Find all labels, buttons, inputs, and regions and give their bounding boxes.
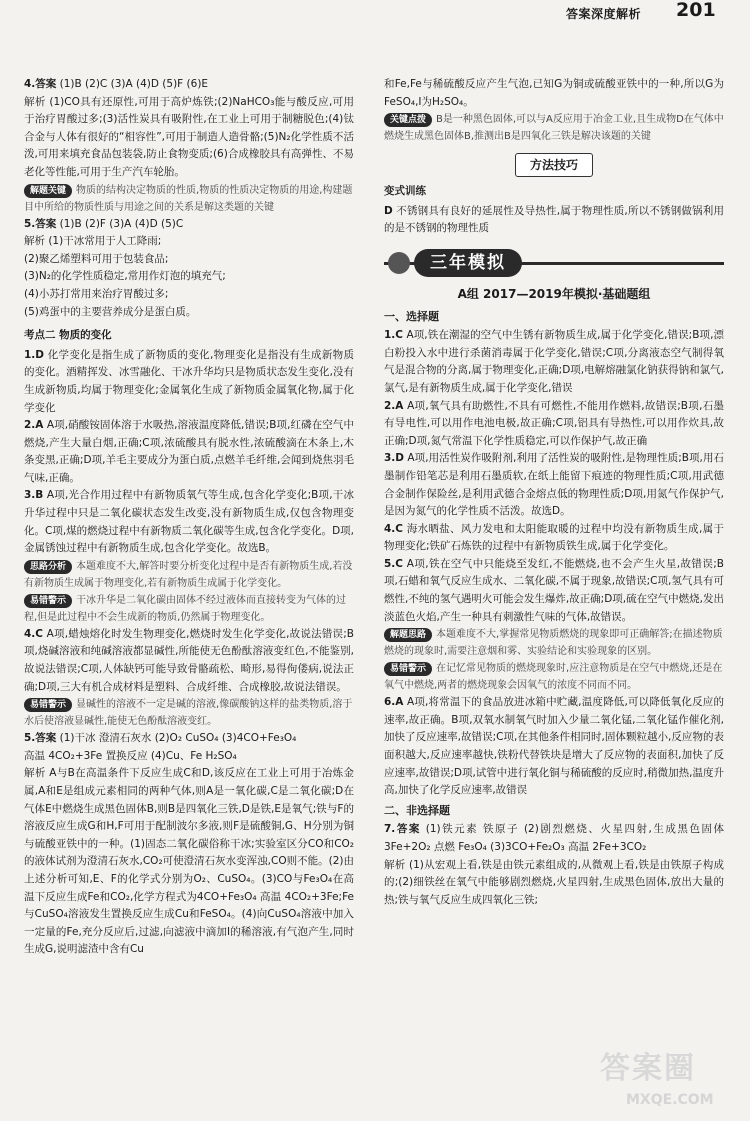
answer-text: (2)聚乙烯塑料可用于包装食品;	[24, 252, 169, 265]
answer-paragraph	[24, 94, 354, 182]
tip-note	[384, 626, 724, 660]
answer-paragraph	[24, 748, 354, 766]
answer-label: 4.C	[384, 522, 404, 535]
tip-note	[384, 111, 724, 145]
answer-label: 6.A	[384, 696, 404, 709]
tip-note	[24, 558, 354, 592]
answer-text: 化学变化是指生成了新物质的变化,物理变化是指没有生成新物质的变化。酒精挥发、冰雪融化、干冰升华均只是物质状态发生变化,没有生成新物质,均属于物理变化;金属氧化生成了新物质金属氧化物,属于化学变化	[24, 348, 355, 414]
tip-badge: 关键点拨	[384, 113, 432, 127]
tip-note	[384, 660, 724, 694]
answer-text: 海水晒盐、风力发电和太阳能取暖的过程中均没有新物质生成,属于物理变化;铁矿石炼铁的过程中有新物质铁生成,属于化学变化。	[384, 522, 724, 553]
answer-label: 4.C	[24, 627, 44, 640]
answer-paragraph	[384, 556, 724, 626]
answer-text: (1)干冰 澄清石灰水 (2)O₂ CuSO₄ (3)4CO+Fe₃O₄	[59, 732, 297, 745]
answer-paragraph	[24, 76, 354, 94]
tip-text: 干冰升华是二氧化碳由固体不经过液体而直接转变为气体的过程,但是此过程中不会生成新的物质,仍然属于物理变化。	[24, 594, 347, 623]
answer-label: 1.D	[24, 348, 45, 361]
section-choice-title: 一、选择题	[384, 309, 439, 323]
tip-badge: 易错警示	[24, 698, 72, 712]
right-mid-block	[384, 183, 724, 238]
answer-paragraph	[24, 216, 354, 234]
answer-text: A项,硝酸铵固体溶于水吸热,溶液温度降低,错误;B项,红磷在空气中燃烧,产生大量白烟,正确;C项,浓硫酸具有脱水性,浓硫酸滴在木条上,木条变黑,正确;D项,羊毛主要成分为蛋白质,点燃羊毛纤维,会闻到烧焦羽毛气味,正确。	[24, 419, 354, 484]
right-bottom-block	[384, 327, 724, 909]
method-title: 方法技巧	[515, 153, 593, 177]
answer-text: A项,将常温下的食品放进冰箱中贮藏,温度降低,可以降低氧化反应的速率,故正确。B项,双氧水制氧气时加入少量二氧化锰,二氧化锰作催化剂,加快了反应速率,故错误;C项,在其他条件相同时,固体颗粒越小,反应物的表面积越大,反应速率越快,铁粉代替铁块是增大了反应物的表面积,加快了反应速率,故错误;D项,试管中进行氧化铜与稀硫酸的反应时,稍微加热,温度升高,加快了化学反应速率,故错误	[384, 696, 724, 797]
answer-paragraph	[24, 765, 354, 959]
answer-text: 解析 (1)干冰常用于人工降雨;	[24, 235, 162, 248]
answer-text: (1)B (2)F (3)A (4)D (5)C	[59, 217, 184, 230]
answer-paragraph	[384, 398, 724, 451]
answer-label: 1.C	[384, 329, 404, 342]
tip-badge: 思路分析	[24, 560, 72, 574]
answer-text: (4)小苏打常用来治疗胃酸过多;	[24, 287, 169, 300]
answer-text: A项,蜡烛熔化时发生物理变化,燃烧时发生化学变化,故说法错误;B项,烧碱溶液和纯碱溶液都显碱性,所能使无色酚酞溶液变红色,不能鉴别,故说法错误;C项,人体缺钙可能导致骨骼疏松、畸形,易得佝偻病,说法正确;D项,三大有机合成材料是塑料、合成纤维、合成橡胶,故说法错误。	[24, 627, 355, 693]
answer-paragraph	[24, 730, 354, 748]
answer-text: (3)N₂的化学性质稳定,常用作灯泡的填充气;	[24, 270, 226, 283]
answer-label: 5.C	[384, 557, 404, 570]
answer-text: (5)鸡蛋中的主要营养成分是蛋白质。	[24, 305, 197, 318]
answer-paragraph	[384, 450, 724, 520]
answer-text: A项,铁在空气中只能烧至发红,不能燃烧,也不会产生火星,故错误;B项,石蜡和氧气反应生成水、二氧化碳,不属于现象,故错误;C项,氢气具有可燃性,不纯的氢气遇明火可能会发生爆炸,故正确;D项,硫在空气中燃烧,发出淡蓝色火焰,产生一种具有刺激性气味的气体,故错误。	[384, 557, 724, 623]
answer-paragraph	[384, 694, 724, 800]
tip-badge: 解题关键	[24, 184, 72, 198]
tip-text: 在记忆常见物质的燃烧现象时,应注意物质是在空气中燃烧,还是在氧气中燃烧,两者的燃烧现象会因氧气的浓度不同而不同。	[384, 663, 723, 692]
answer-label: 7.答案	[384, 823, 421, 836]
tip-note	[24, 182, 354, 216]
three-year-banner	[384, 246, 724, 282]
page-header	[0, 0, 750, 28]
answer-label: 4.答案	[24, 78, 57, 90]
answer-paragraph	[384, 203, 724, 238]
tip-text: 物质的结构决定物质的性质,物质的性质决定物质的用途,构建题目中所给的物质性质与用途之间的关系是解这类题的关键	[24, 184, 353, 213]
answer-paragraph	[24, 626, 354, 696]
answer-text: 解析 (1)CO具有还原性,可用于高炉炼铁;(2)NaHCO₃能与酸反应,可用于治疗胃酸过多;(3)活性炭具有吸附性,在工业上可用于制糖脱色;(4)钛合金与人体有很好的“相容性”,可用于制造人造骨骼;(5)N₂化学性质不活泼,可用来填充食品包装袋,防止食物变质;(6)合成橡胶具有高弹性、不易老化等性能,可用于生产汽车轮胎。	[24, 95, 354, 178]
right-column	[384, 76, 724, 909]
answer-paragraph	[24, 268, 354, 286]
answer-label: 3.B	[24, 489, 44, 502]
answer-paragraph	[384, 857, 724, 910]
tip-note	[24, 592, 354, 626]
answer-paragraph	[24, 233, 354, 251]
answer-text: A项,用活性炭作吸附剂,利用了活性炭的吸附性,是物理性质;B项,用石墨制作铅笔芯是利用石墨质软,在纸上能留下痕迹的物理性质;C项,用武德合金制作保险丝,是利用武德合金熔点低的物理性质;D项,用氮气作保护气,是因为氮气的化学性质不活泼。故选D。	[384, 452, 724, 518]
watermark-logo: 答案圈	[600, 1051, 696, 1086]
answer-text: 和Fe,Fe与稀硫酸反应产生气泡,已知G为铜或硫酸亚铁中的一种,所以G为FeSO₄,I为H₂SO₄。	[384, 78, 724, 108]
answer-label: 5.答案	[24, 732, 57, 745]
answer-label: 3.D	[384, 452, 405, 465]
tip-text: 本题难度不大,解答时要分析变化过程中是否有新物质生成,若没有新物质生成属于物理变化,若有新物质生成属于化学变化。	[24, 560, 353, 589]
answer-text: 解析 (1)从宏观上看,铁是由铁元素组成的,从微观上看,铁是由铁原子构成的;(2)细铁丝在氧气中能够剧烈燃烧,火星四射,生成黑色固体,放出大量的热;铁与氧气反应生成四氧化三铁;	[384, 858, 724, 906]
left-column	[24, 76, 354, 959]
answer-text: 解析 A与B在高温条件下反应生成C和D,该反应在工业上可用于冶炼金属,A和E是组成元素相同的两种气体,则A是一氧化碳,C是二氧化碳;D在气体E中燃烧生成黑色固体B,则B是四氧化三铁,D是铁,E是氧气;铁与F的溶液反应生成G和H,F可用于配制波尔多液,则F是硫酸铜,G、H分别为铜与硫酸亚铁中的一种。(1)固态二氧化碳俗称干冰;实验室区分CO和CO₂的液体试剂为澄清石灰水,CO₂可使澄清石灰水变浑浊,CO则不能。(2)由上述分析可知,E、F的化学式分别为O₂、CuSO₄。(3)CO与Fe₃O₄在高温下反应生成Fe和CO₂,化学方程式为4CO+Fe₃O₄ 高温 4CO₂+3Fe;Fe与CuSO₄溶液发生置换反应生成Cu和FeSO₄。(4)向CuSO₄溶液中加入一定量的Fe,充分反应后,过滤,向滤液中滴加I的稀溶液,有气泡产生,同时生成G,说明滤渣中含有Cu	[24, 767, 354, 956]
right-top-block	[384, 76, 724, 145]
subsection-heading: 二、非选择题	[384, 803, 450, 817]
tip-text: 本题难度不大,掌握常见物质燃烧的现象即可正确解答;在描述物质燃烧的现象时,需要注意烟和雾、实验结论和实验现象的区别。	[384, 629, 723, 658]
answer-paragraph	[24, 286, 354, 304]
answer-paragraph	[384, 76, 724, 111]
answer-paragraph	[384, 521, 724, 556]
group-title: A组 2017—2019年模拟·基础题组	[457, 286, 651, 301]
tip-badge: 易错警示	[24, 594, 72, 608]
banner-title: 三年模拟	[414, 249, 522, 277]
answer-label: 2.A	[384, 399, 404, 412]
answer-paragraph	[24, 304, 354, 322]
watermark-url: MXQE.COM	[626, 1092, 714, 1108]
answer-paragraph	[384, 821, 724, 856]
answer-paragraph	[24, 347, 354, 417]
answer-paragraph	[384, 327, 724, 397]
tip-text: 显碱性的溶液不一定是碱的溶液,像碳酸钠这样的盐类物质,溶于水后使溶液显碱性,能使无色酚酞溶液变红。	[24, 699, 353, 728]
header-title: 答案深度解析	[566, 7, 642, 21]
answer-text: 高温 4CO₂+3Fe 置换反应 (4)Cu、Fe H₂SO₄	[24, 749, 237, 762]
answer-paragraph	[24, 417, 354, 487]
answer-label: 5.答案	[24, 217, 57, 230]
banner-emblem-icon	[388, 252, 410, 274]
tip-badge: 解题思路	[384, 628, 432, 642]
answer-text: (1)B (2)C (3)A (4)D (5)F (6)E	[59, 78, 209, 90]
answer-text: A项,氧气具有助燃性,不具有可燃性,不能用作燃料,故错误;B项,石墨有导电性,可以用作电池电极,故正确;C项,铝具有导热性,可以用作炊具,故正确;D项,氮气常温下化学性质稳定,可以作保护气,故正确	[384, 399, 724, 447]
page-number: 201	[676, 0, 716, 21]
tip-badge: 易错警示	[384, 662, 432, 676]
tip-text: B是一种黑色固体,可以与A反应用于冶金工业,且生成物D在气体中燃烧生成黑色固体B,推测出B是四氧化三铁是解决该题的关键	[384, 114, 724, 143]
answer-text: A项,铁在潮湿的空气中生锈有新物质生成,属于化学变化,错误;B项,漂白粉投入水中进行杀菌消毒属于化学变化,错误;C项,分离液态空气制得氧气是混合物的分离,属于物理变化,正确;D项,电解熔融氯化钠获得钠和氯气,氯气,是有新物质生成,属于化学变化,错误	[384, 329, 724, 394]
answer-label: D	[384, 204, 393, 217]
answer-text: (1)铁元素 铁原子 (2)剧烈燃烧、火星四射,生成黑色固体 3Fe+2O₂ 点燃 Fe₃O₄ (3)3CO+Fe₂O₃ 高温 2Fe+3CO₂	[384, 823, 724, 853]
answer-text: 不锈钢具有良好的延展性及导热性,属于物理性质,所以不锈钢做锅利用的是不锈钢的物理性质	[384, 204, 724, 235]
answer-text: A项,光合作用过程中有新物质氧气等生成,包含化学变化;B项,干冰升华过程中只是二氧化碳状态发生改变,没有新物质生成,仅包含物理变化。C项,煤的燃烧过程中有新物质二氧化碳等生成,包含化学变化。D项,金属锈蚀过程中有新物质生成,包含化学变化。故选B。	[24, 489, 354, 555]
tip-note	[24, 696, 354, 730]
method-banner	[384, 153, 724, 177]
section-heading: 变式训练	[384, 185, 426, 198]
answer-paragraph	[24, 487, 354, 557]
section-heading: 考点二 物质的变化	[24, 329, 112, 342]
answer-paragraph	[24, 251, 354, 269]
answer-label: 2.A	[24, 419, 44, 432]
